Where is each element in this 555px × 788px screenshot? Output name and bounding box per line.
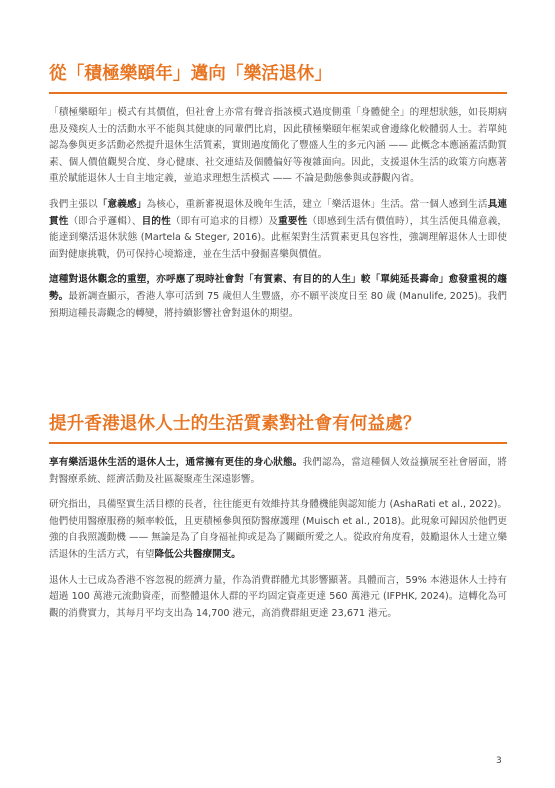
bold-term: 降低公共醫療開支。 bbox=[154, 548, 241, 560]
paragraph bbox=[49, 197, 507, 263]
bold-lead: 享有樂活退休生活的退休人士，通常擁有更佳的身心狀態。 bbox=[49, 457, 303, 468]
paragraph bbox=[49, 497, 507, 563]
heading-underline bbox=[49, 442, 507, 444]
text-run: 我們認為，當這種個人效益擴展至社會層面，將對醫療系統、經濟活動及社區凝聚產生深遠影響。 bbox=[49, 457, 508, 485]
section-heading: 從「積極樂頤年」邁向「樂活退休」 bbox=[49, 64, 333, 84]
text-run: （即合乎邏輯）、 bbox=[68, 215, 142, 227]
bold-term: 重要性 bbox=[278, 215, 308, 227]
bold-lead: 這種對退休觀念的重塑，亦呼應了現時社會對「有質素、有目的的人生」較「單純延長壽命」愈發重視的趨勢。 bbox=[49, 274, 507, 302]
text-run: 為核心，重新審視退休及晚年生活，建立「樂活退休」生活。當一個人感到生活 bbox=[146, 198, 488, 210]
paragraph: 退休人士已成為香港不容忽視的經濟力量，作為消費群體尤其影響顯著。具體而言，59% 本港退休人士持有超過 100 萬港元流動資產，而整體退休人群的平均固定資產更達 560 萬港元 (IFPHK, 2024)。這轉化為可觀的消費實力，其每月平均支出為 14,700 港元，高消費群組更達 23,671 港元。 bbox=[49, 574, 507, 619]
section-meaningful-retirement bbox=[49, 62, 507, 322]
heading-underline bbox=[49, 92, 507, 94]
text-run: （即感到生活有價值時），其生活便具備意義，能達到樂活退休狀態 (Martela & Steger, 2016)。此框架對生活質素更具包容性，強調理解退休人士即使面對健康挑戰，仍可保持心境豁達，並在生活中發掘喜樂與價值。 bbox=[49, 215, 508, 260]
text-run: 研究指出，具備堅實生活目標的長者，往往能更有效維持其身體機能與認知能力 (AshaRati et al., 2022)。他們使用醫療服務的頻率較低，且更積極參與預防醫療護理 (Muisch et al., 2018)。此現象可歸因於他們更強的自我照護動機 —— 無論是為了自身福祉抑或是為了關顧所愛之人。從政府角度看，鼓勵退休人士建立樂活退休的生活方式，有望 bbox=[49, 499, 507, 560]
bold-term: 「意義感」 bbox=[97, 198, 147, 210]
section-social-benefits bbox=[49, 412, 507, 622]
page-number: 3 bbox=[496, 756, 502, 766]
text-run: 最新調查顯示，香港人寧可活到 75 歲但人生豐盛，亦不願平淡度日至 80 歲 (Manulife, 2025)。我們預期這種長壽觀念的轉變，將持續影響社會對退休的期望。 bbox=[49, 290, 508, 319]
bold-term: 目的性 bbox=[141, 215, 171, 227]
text-run: （即有可追求的目標）及 bbox=[170, 215, 279, 227]
text-run: 我們主張以 bbox=[49, 198, 98, 210]
section-heading: 提升香港退休人士的生活質素對社會有何益處？ bbox=[49, 414, 421, 434]
paragraph bbox=[49, 455, 507, 488]
paragraph bbox=[49, 272, 507, 322]
bold-term: 具連貫性 bbox=[49, 198, 508, 227]
paragraph: 「積極樂頤年」模式有其價值，但社會上亦常有聲音指該模式過度側重「身體健全」的理想狀態，如長期病患及殘疾人士的活動水平不能與其健康的同輩們比肩，因此積極樂頤年框架或會邊緣化較體弱人士。若單純認為參與更多活動必然提升退休生活質素，實則過度簡化了豐盛人生的多元內涵 —— 此概念本應涵蓋活動質素、個人價值觀契合度、身心健康、社交連結及個體偏好等複雜面向。因此，支援退休生活的政策方向應著重於賦能退休人士自主地定義，並追求理想生活模式 —— 不論是動態參與或靜觀內省。 bbox=[49, 107, 507, 185]
